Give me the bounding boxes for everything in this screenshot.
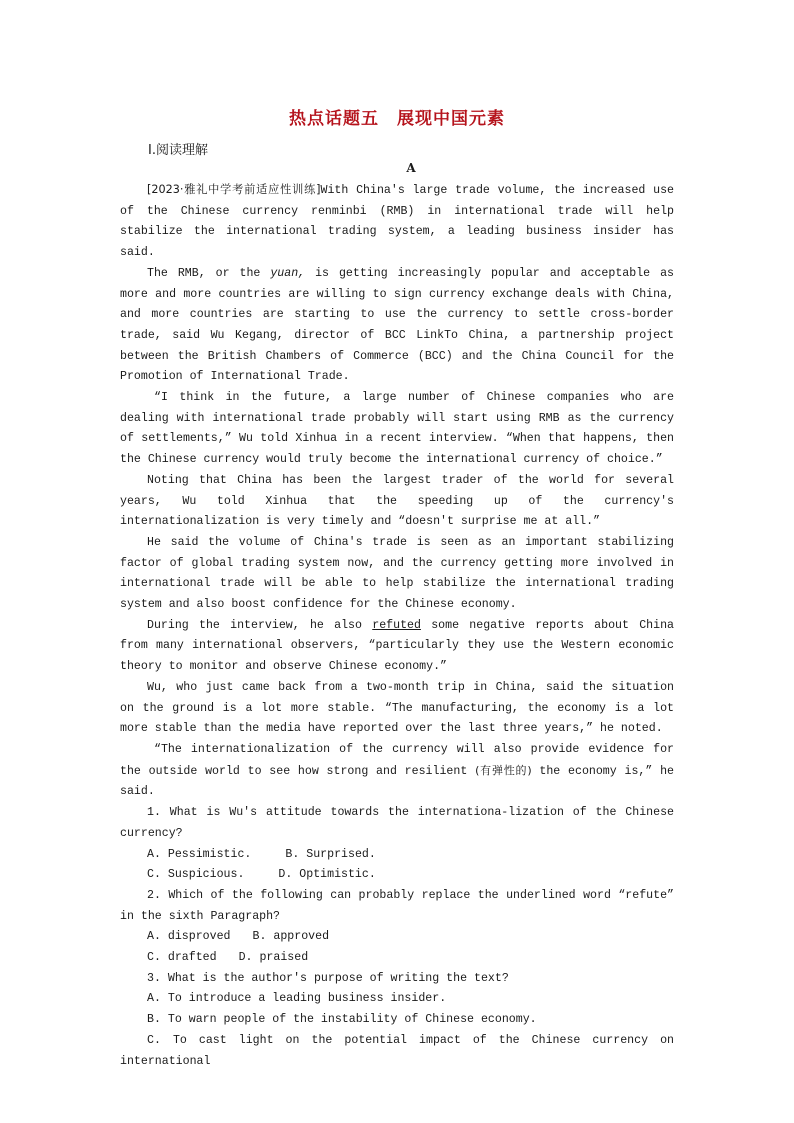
paragraph-2: The RMB, or the yuan, is getting increasingly popular and acceptable as more and more countries are willing to sign currency exchange deals with China, and more countries are starting to use the currency to settle cross-border trade, said Wu Kegang, director of BCC LinkTo China, a partnership project between the British Chambers of Commerce (BCC) and the China Council for the Promotion of International Trade. (120, 266, 674, 384)
page-title: 热点话题五 展现中国元素 (289, 109, 505, 129)
option-b: B. approved (252, 930, 330, 944)
question-3-option-c: C. To cast light on the potential impact of the Chinese currency on international (120, 1033, 674, 1068)
paragraph-1: [2023·雅礼中学考前适应性训练]With China's large trade volume, the increased use of the Chinese currency renminbi (RMB) in international trade will help stabilize the international trading system, a leading business insider has said. (120, 183, 674, 260)
option-a: A. disproved (147, 930, 231, 944)
italic-yuan: yuan, (270, 266, 306, 280)
source-tag: [2023·雅礼中学考前适应性训练] (147, 183, 321, 196)
question-2: 2. Which of the following can probably replace the underlined word “refute” in the sixth Paragraph? (120, 888, 674, 923)
underlined-word: refuted (372, 618, 421, 632)
section-heading: Ⅰ.阅读理解 (148, 143, 208, 158)
option-d: D. Optimistic. (278, 868, 376, 882)
paragraph-5: He said the volume of China's trade is seen as an important stabilizing factor of global trading system now, and the currency getting more involved in international trade will be able to help stabilize the international trading system and also boost confidence for the Chinese economy. (120, 535, 674, 612)
question-3: 3. What is the author's purpose of writing the text? (147, 971, 509, 985)
paragraph-4: Noting that China has been the largest trader of the world for several years, Wu told Xinhua that the speeding up of the currency's internationalization is very timely and “doesn't surprise me at all.” (120, 473, 674, 529)
paragraph-8: “The internationalization of the currency will also provide evidence for the outside world to see how strong and resilient (有弹性的) the economy is,” he said. (120, 742, 674, 799)
question-2-options-ab (120, 927, 674, 948)
passage-body (120, 180, 674, 1072)
option-d: D. praised (238, 951, 309, 965)
question-3-option-a: A. To introduce a leading business insider. (147, 992, 447, 1006)
option-c: C. Suspicious. (147, 868, 245, 882)
question-1-options-ab (120, 845, 674, 866)
question-2-options-cd (120, 948, 674, 969)
chinese-gloss: (有弹性的) (475, 763, 532, 777)
option-a: A. Pessimistic. (147, 847, 252, 861)
paragraph-6: During the interview, he also refuted some negative reports about China from many international observers, “particularly they use the Western economic theory to monitor and observe Chinese economy.” (120, 618, 674, 674)
question-3-option-b: B. To warn people of the instability of Chinese economy. (147, 1013, 537, 1027)
paragraph-3: “I think in the future, a large number of Chinese companies who are dealing with international trade probably will start using RMB as the currency of settlements,” Wu told Xinhua in a recent interview. “When that happens, then the Chinese currency would truly become the international currency of choice.” (120, 391, 674, 467)
question-1-options-cd (120, 865, 674, 886)
option-b: B. Surprised. (285, 847, 376, 861)
option-c: C. drafted (147, 951, 217, 965)
paragraph-7: Wu, who just came back from a two-month trip in China, said the situation on the ground is a lot more stable. “The manufacturing, the economy is a lot more stable than the media have reported over the last three years,” he noted. (120, 680, 674, 736)
question-1: 1. What is Wu's attitude towards the internationa-lization of the Chinese currency? (120, 806, 674, 840)
passage-label: A (406, 161, 416, 175)
